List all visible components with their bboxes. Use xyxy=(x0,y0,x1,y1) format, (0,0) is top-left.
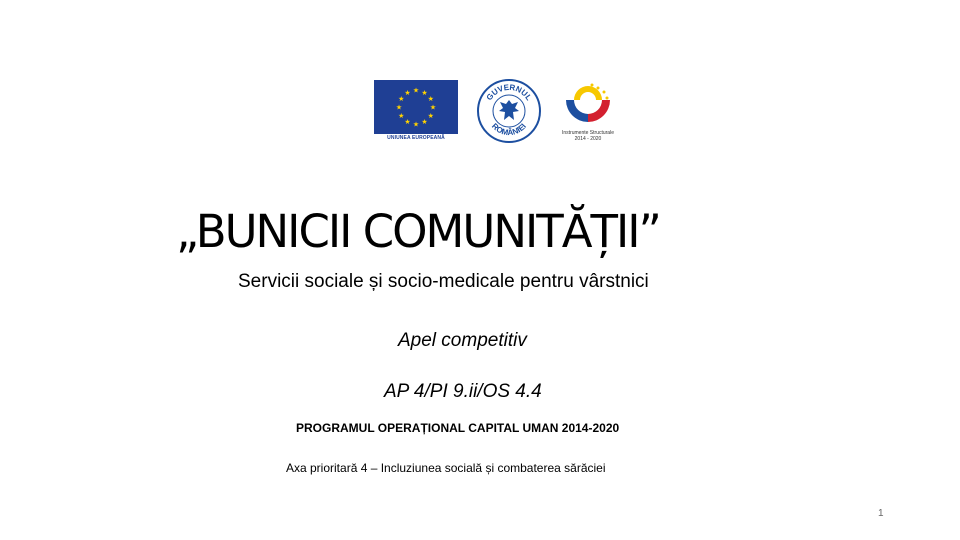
structural-instruments-logo xyxy=(552,74,624,146)
seal-bottom-text: ROMÂNIEI xyxy=(490,121,529,138)
eu-star-icon: ★ xyxy=(412,121,420,129)
eu-flag-icon xyxy=(374,80,458,134)
page-number: 1 xyxy=(878,508,884,519)
call-type: Apel competitiv xyxy=(398,330,527,351)
eu-star-icon: ★ xyxy=(427,113,434,120)
eu-star-icon: ★ xyxy=(404,119,411,127)
eu-star-icon: ★ xyxy=(412,87,420,95)
eu-star-icon: ★ xyxy=(404,89,411,97)
slide-title: „BUNICII COMUNITĂȚII” xyxy=(176,205,660,258)
eu-star-icon: ★ xyxy=(395,104,403,112)
government-seal-logo xyxy=(476,78,542,144)
eu-star-icon: ★ xyxy=(398,96,405,103)
caption-line-1: Instrumente Structurale xyxy=(562,130,614,136)
program-name: PROGRAMUL OPERAȚIONAL CAPITAL UMAN 2014-2020 xyxy=(296,421,620,435)
slide-subtitle: Servicii sociale și socio-medicale pentru vârstnici xyxy=(238,271,649,292)
caption-line-2: 2014 - 2020 xyxy=(574,136,602,142)
eu-star-icon: ★ xyxy=(427,96,434,103)
priority-axis: Axa prioritară 4 – Incluziunea socială și combaterea sărăciei xyxy=(286,461,606,475)
structural-instruments-icon xyxy=(552,74,624,130)
eu-star-icon: ★ xyxy=(421,119,428,127)
structural-instruments-caption xyxy=(552,130,624,142)
eu-star-icon: ★ xyxy=(421,89,428,97)
eu-caption: UNIUNEA EUROPEANĂ xyxy=(387,135,445,141)
seal-top-text: GUVERNUL xyxy=(484,82,534,103)
axis-code: AP 4/PI 9.ii/OS 4.4 xyxy=(384,381,542,402)
eu-star-icon: ★ xyxy=(429,104,437,112)
eu-logo xyxy=(374,80,458,144)
eu-star-icon: ★ xyxy=(398,113,405,120)
